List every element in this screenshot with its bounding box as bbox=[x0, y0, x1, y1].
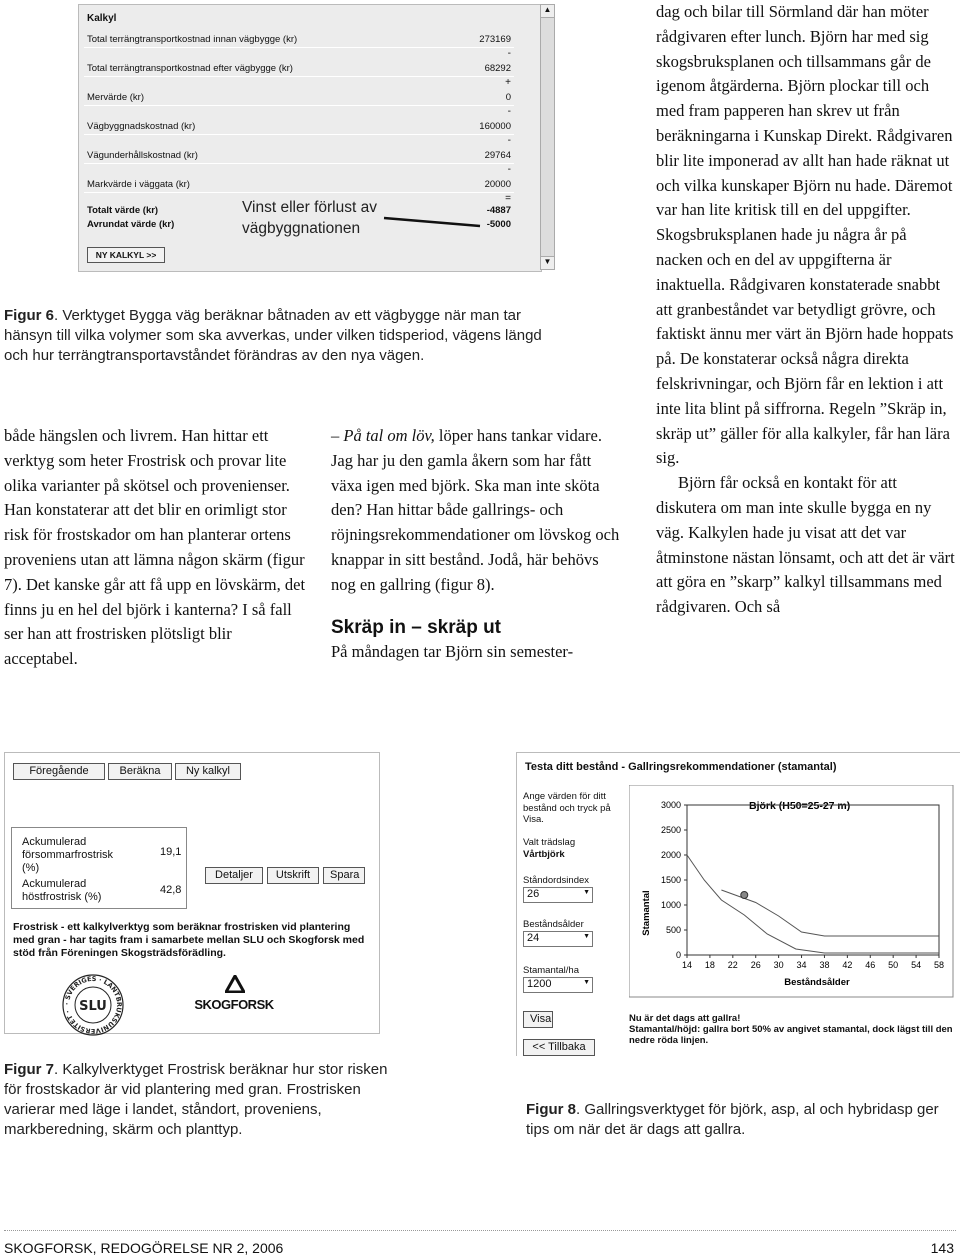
calculation-row-label: Markvärde i väggata (kr) bbox=[87, 179, 190, 190]
calculation-operator: - bbox=[507, 106, 511, 117]
calculation-row bbox=[79, 31, 519, 60]
x-tick-label: 46 bbox=[865, 960, 876, 970]
action-button-utskrift[interactable]: Utskrift bbox=[267, 867, 319, 884]
gallring-tool bbox=[516, 752, 960, 1056]
y-tick-label: 1000 bbox=[660, 900, 681, 910]
skogforsk-wordmark: SKOGFORSK bbox=[194, 997, 274, 1012]
scrollbar[interactable] bbox=[540, 4, 555, 270]
gallring-intro: Ange värden för ditt bestånd och tryck på Visa. bbox=[523, 791, 611, 825]
column-2 bbox=[331, 424, 623, 664]
x-tick-label: 30 bbox=[773, 960, 784, 970]
x-tick-label: 54 bbox=[911, 960, 922, 970]
total-label: Totalt värde (kr) bbox=[87, 205, 159, 216]
annotation bbox=[242, 197, 377, 239]
figure6-caption bbox=[4, 306, 554, 366]
row-divider bbox=[84, 47, 514, 48]
stems-value: 1200 bbox=[527, 978, 552, 990]
chart-border bbox=[629, 785, 953, 997]
stand-age-label: Beståndsålder bbox=[523, 919, 584, 930]
gallring-title: Testa ditt bestånd - Gallringsrekommendationer (stamantal) bbox=[525, 761, 837, 773]
row-divider bbox=[84, 134, 514, 135]
figure7-caption bbox=[4, 1060, 404, 1140]
col2-paragraph2: På måndagen tar Björn sin semester- bbox=[331, 641, 574, 661]
calculation-row-value: 160000 bbox=[479, 121, 511, 132]
column-1 bbox=[4, 424, 306, 672]
new-calculation-button[interactable]: NY KALKYL >> bbox=[87, 247, 165, 263]
x-tick-label: 26 bbox=[750, 960, 761, 970]
calculation-operator: = bbox=[505, 193, 511, 204]
y-tick-label: 0 bbox=[675, 950, 681, 960]
tree-species-label: Valt trädslag bbox=[523, 837, 576, 848]
annotation-arrow bbox=[380, 212, 490, 232]
slu-logo bbox=[61, 973, 125, 1037]
tree-species-value: Vårtbjörk bbox=[523, 849, 565, 860]
frostrisk-info: Frostrisk - ett kalkylverktyg som beräknar frostrisken vid plantering med gran - har tagits fram i samarbete mellan SLU och Skogforsk med stöd från Föreningen Skogsträdsförädling. bbox=[13, 921, 365, 959]
row-divider bbox=[84, 105, 514, 106]
stems-label: Stamantal/ha bbox=[523, 965, 579, 976]
show-button[interactable]: Visa bbox=[523, 1011, 553, 1028]
calculation-row-label: Vägunderhållskostnad (kr) bbox=[87, 150, 198, 161]
stand-point bbox=[741, 892, 748, 899]
calculation-row-label: Vägbyggnadskostnad (kr) bbox=[87, 121, 196, 132]
footer-publication: SKOGFORSK, REDOGÖRELSE NR 2, 2006 bbox=[4, 1240, 284, 1256]
y-tick-label: 1500 bbox=[660, 875, 681, 885]
y-tick-label: 2500 bbox=[660, 825, 681, 835]
calculation-operator: - bbox=[507, 135, 511, 146]
col1-paragraph: både hängslen och livrem. Han hittar ett verktyg som heter Frostrisk och provar lite olika varianter på skötsel och provenienser. Han konstaterar att det blir en orimligt stor risk för frostskador om han planterar ortens proveniens utan att lämna någon skärm (figur 7). Det kanske går att få upp en lövskärm, det finns ju en hel del björk i kanterna? I så fall ser han att frostrisken plötsligt blir acceptabel. bbox=[4, 426, 306, 669]
back-button[interactable]: << Tillbaka bbox=[523, 1039, 595, 1056]
nav-button-beräkna[interactable]: Beräkna bbox=[108, 763, 172, 780]
x-tick-label: 34 bbox=[796, 960, 807, 970]
calculation-row-value: 0 bbox=[505, 92, 511, 103]
calculation-row-value: 273169 bbox=[479, 34, 511, 45]
action-button-spara[interactable]: Spara bbox=[323, 867, 365, 884]
chart-xlabel: Beståndsålder bbox=[784, 977, 850, 988]
site-index-select[interactable] bbox=[523, 887, 593, 903]
row-divider bbox=[84, 163, 514, 164]
calculation-row bbox=[79, 118, 519, 147]
figure8-caption-text: . Gallringsverktyget för björk, asp, al och hybridasp ger tips om när det är dags att gallra. bbox=[526, 1101, 939, 1138]
x-tick-label: 50 bbox=[888, 960, 899, 970]
col3-paragraph1: dag och bilar till Sörmland där han möter rådgivaren efter lunch. Björn har med sig skogsbruksplanen och tillsammans går de igenom åtgärderna. Björn plockar till och med fram papperen han skrev ut från beräkningarna i Kunskap Direkt. Rådgivaren blir lite imponerad av allt han hade räknat ut och vilka kunskaper Björn nu hade. Däremot var han lite kritisk till en del uppgifter. Skogsbruksplanen hade ju några år på nacken och en del av uppgifterna är inaktuella. Rådgivaren konstaterade snabbt att granbeståndet var betydligt grövre, och faktiskt ännu mer värt än Björn hade hoppats på. De konstaterar också några direkta felskrivningar, och Björn får en lektion i att inte lita blint på siffrorna. Regeln ”Skräp in, skräp ut” gäller för alla kalkyler, får han lära sig. bbox=[656, 2, 954, 468]
column-3 bbox=[656, 0, 956, 620]
x-tick-label: 22 bbox=[727, 960, 738, 970]
y-tick-label: 3000 bbox=[660, 800, 681, 810]
svg-text:SLU: SLU bbox=[79, 999, 107, 1014]
x-tick-label: 38 bbox=[819, 960, 830, 970]
rounded-value: -5000 bbox=[486, 219, 511, 230]
col2-paragraph1 bbox=[331, 424, 623, 598]
calculation-row-value: 68292 bbox=[484, 63, 511, 74]
nav-button-föregående[interactable]: Föregående bbox=[13, 763, 105, 780]
calculation-operator: - bbox=[507, 48, 511, 59]
stems-chart bbox=[629, 785, 955, 999]
figure6-caption-label: Figur 6 bbox=[4, 307, 55, 324]
annotation-line2: vägbyggnationen bbox=[242, 220, 361, 237]
page-number: 143 bbox=[930, 1240, 954, 1256]
x-tick-label: 18 bbox=[704, 960, 715, 970]
total-value: -4887 bbox=[486, 205, 511, 216]
footer-rule bbox=[4, 1230, 956, 1231]
frostrisk-tool bbox=[4, 752, 380, 1034]
section-heading: Skräp in – skräp ut bbox=[331, 616, 502, 638]
calculation-row-label: Total terrängtransportkostnad innan vägbygge (kr) bbox=[87, 34, 298, 45]
col2-paragraph1-text: löper hans tankar vidare. Jag har ju den gamla åkern som har fått växa igen med björk. Ska man inte sköta den? Han hittar både gallrings- och röjningsrekommendationer om lövskog och knappar in sitt bestånd. Jodå, här behövs nog en gallring (figur 8). bbox=[331, 426, 620, 594]
figure8-caption bbox=[526, 1100, 956, 1140]
stand-age-select[interactable] bbox=[523, 931, 593, 947]
gallring-message-text: Stamantal/höjd: gallra bort 50% av angivet stamantal, dock lägst till den nedre röda linjen. bbox=[629, 1024, 953, 1046]
skogforsk-logo bbox=[191, 975, 277, 1025]
figure6-caption-text: . Verktyget Bygga väg beräknar båtnaden av ett vägbygge när man tar hänsyn till vilka volymer som ska avverkas, under vilken tidsperiod, vägens längd och hur terrängtransportavståndet förändras av den nya vägen. bbox=[4, 307, 542, 364]
x-tick-label: 42 bbox=[842, 960, 853, 970]
calculation-operator: + bbox=[505, 77, 511, 88]
chart-title: Björk (H50=25-27 m) bbox=[749, 800, 851, 812]
calculation-row-value: 29764 bbox=[484, 150, 511, 161]
figure8-caption-label: Figur 8 bbox=[526, 1101, 577, 1118]
col2-italic-lead: – På tal om löv, bbox=[331, 426, 435, 445]
figure7-caption-text: . Kalkylverktyget Frostrisk beräknar hur stor risken för frostskador är vid plantering med gran. Frostrisken varierar med läge i landet, ståndort, proveniens, markberedning, skärm och planttyp. bbox=[4, 1061, 388, 1138]
col3-paragraph2: Björn får också en kontakt för att diskutera om man inte skulle bygga en ny väg. Kalkylen hade ju visat att det var åtminstone nästan lönsamt, och att det är värt att göra en ”skarp” kalkyl tillsammans med rådgivaren. Och så bbox=[656, 473, 955, 617]
chevron-down-icon: ▼ bbox=[583, 979, 590, 986]
site-index-value: 26 bbox=[527, 888, 540, 900]
x-tick-label: 14 bbox=[681, 960, 693, 970]
result1-value: 19,1 bbox=[160, 846, 182, 858]
annotation-line1: Vinst eller förlust av bbox=[242, 199, 377, 216]
calculation-row-value: 20000 bbox=[484, 179, 511, 190]
result1-label: Ackumulerad försommarfrostrisk (%) bbox=[22, 836, 114, 874]
nav-button-nykalkyl[interactable]: Ny kalkyl bbox=[175, 763, 241, 780]
calculation-title: Kalkyl bbox=[87, 13, 117, 24]
result2-label: Ackumulerad höstfrostrisk (%) bbox=[22, 878, 102, 903]
scroll-up-icon[interactable]: ▲ bbox=[541, 5, 554, 18]
row-divider bbox=[84, 192, 514, 193]
chevron-down-icon: ▼ bbox=[583, 889, 590, 896]
stand-age-value: 24 bbox=[527, 932, 540, 944]
gallring-message-title: Nu är det dags att gallra! bbox=[629, 1013, 741, 1024]
figure7-caption-label: Figur 7 bbox=[4, 1061, 55, 1078]
calculation-row bbox=[79, 60, 519, 89]
calculation-operator: - bbox=[507, 164, 511, 175]
y-tick-label: 500 bbox=[665, 925, 681, 935]
x-tick-label: 58 bbox=[933, 960, 945, 970]
action-button-detaljer[interactable]: Detaljer bbox=[205, 867, 263, 884]
calculation-row-label: Mervärde (kr) bbox=[87, 92, 145, 103]
stems-select[interactable] bbox=[523, 977, 593, 993]
y-tick-label: 2000 bbox=[660, 850, 681, 860]
calculation-row bbox=[79, 147, 519, 176]
calculation-row-label: Total terrängtransportkostnad efter vägbygge (kr) bbox=[87, 63, 293, 74]
row-divider bbox=[84, 76, 514, 77]
calculation-row bbox=[79, 89, 519, 118]
svg-text:· SVERIGES · LANTBRUKSUNIVERSI: · SVERIGES · LANTBRUKSUNIVERSITET · bbox=[62, 974, 124, 1036]
scroll-down-icon[interactable]: ▼ bbox=[541, 256, 554, 269]
chevron-down-icon: ▼ bbox=[583, 933, 590, 940]
result2-value: 42,8 bbox=[160, 884, 182, 896]
skogforsk-mark-icon bbox=[225, 975, 245, 993]
site-index-label: Ståndordsindex bbox=[523, 875, 590, 886]
frostrisk-results bbox=[11, 827, 187, 909]
chart-ylabel: Stamantal bbox=[641, 890, 652, 936]
rounded-label: Avrundat värde (kr) bbox=[87, 219, 175, 230]
gallring-message bbox=[629, 1013, 959, 1046]
